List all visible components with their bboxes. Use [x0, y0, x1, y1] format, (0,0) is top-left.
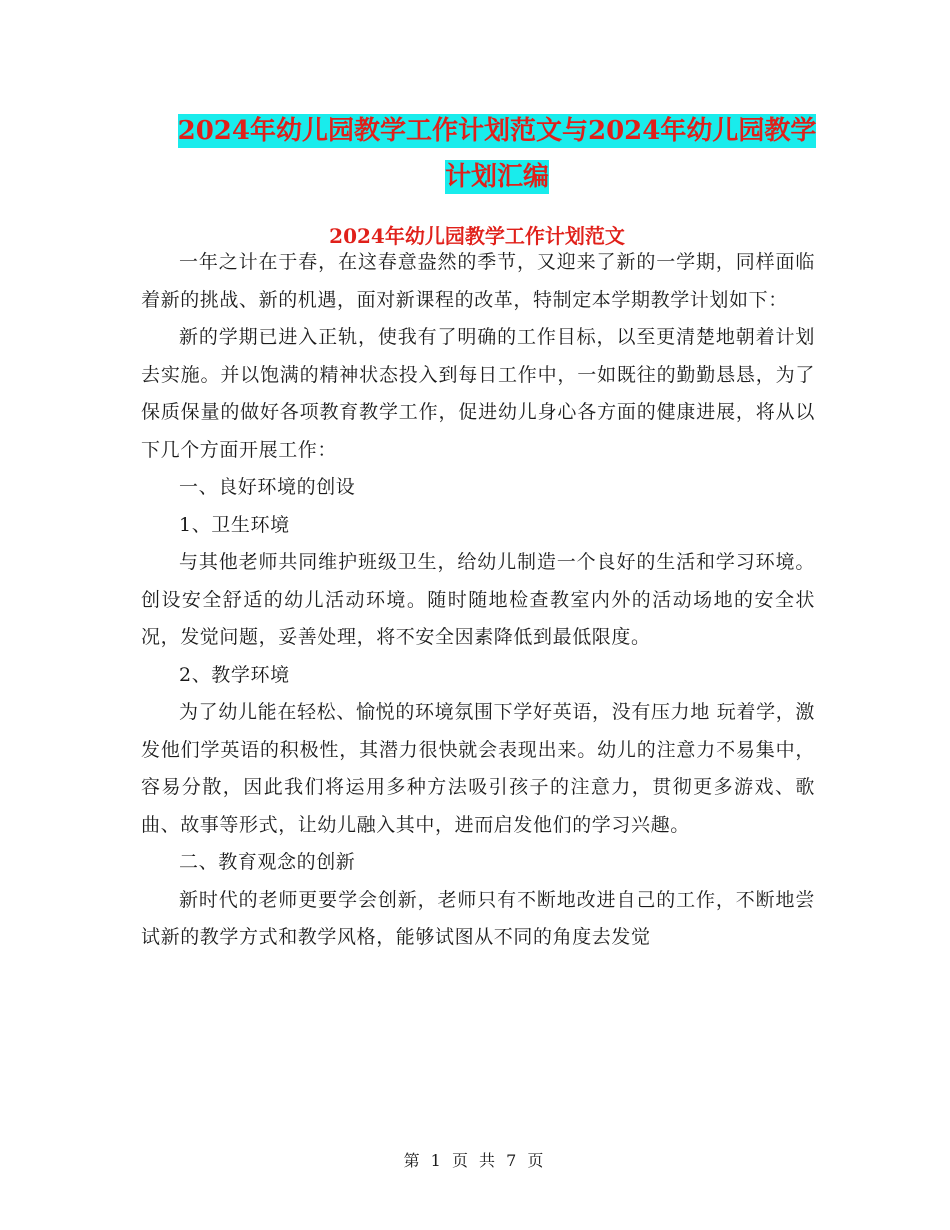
paragraph-goals: 新的学期已进入正轨，使我有了明确的工作目标，以至更清楚地朝着计划去实施。并以饱满的精神状态投入到每日工作中，一如既往的勤勤恳恳，为了保质保量的做好各项教育教学工作，促进幼儿身心各方面的健康进展，将从以下几个方面开展工作： — [141, 326, 815, 461]
subheading-hygiene: 1、卫生环境 — [179, 513, 290, 536]
paragraph-hygiene: 与其他老师共同维护班级卫生，给幼儿制造一个良好的生活和学习环境。创设安全舒适的幼儿活动环境。随时随地检查教室内外的活动场地的安全状况，发觉问题，妥善处理，将不安全因素降低到最低限度。 — [141, 551, 815, 648]
subheading-teaching: 2、教学环境 — [179, 663, 290, 686]
heading-environment: 一、良好环境的创设 — [179, 476, 356, 498]
document-body — [141, 244, 815, 957]
paragraph-teaching: 为了幼儿能在轻松、愉悦的环境氛围下学好英语，没有压力地 玩着学，激发他们学英语的积极性，其潜力很快就会表现出来。幼儿的注意力不易集中，容易分散，因此我们将运用多种方法吸引孩子的注意力，贯彻更多游戏、歌曲、故事等形式，让幼儿融入其中，进而启发他们的学习兴趣。 — [141, 701, 815, 836]
paragraph-innovation: 新时代的老师更要学会创新，老师只有不断地改进自己的工作，不断地尝试新的教学方式和教学风格，能够试图从不同的角度去发觉 — [141, 888, 815, 948]
heading-innovation: 二、教育观念的创新 — [179, 851, 356, 873]
document-title-line-1: 2024年幼儿园教学工作计划范文与2024年幼儿园教学 — [177, 116, 817, 146]
document-title-line-2: 计划汇编 — [444, 162, 549, 192]
page-footer: 第 1 页 共 7 页 — [403, 1151, 547, 1170]
section-heading: 2024年幼儿园教学工作计划范文 — [329, 224, 625, 248]
document-title — [140, 108, 854, 200]
paragraph-intro: 一年之计在于春，在这春意盎然的季节，又迎来了新的一学期，同样面临着新的挑战、新的机遇，面对新课程的改革，特制定本学期教学计划如下： — [141, 251, 815, 311]
